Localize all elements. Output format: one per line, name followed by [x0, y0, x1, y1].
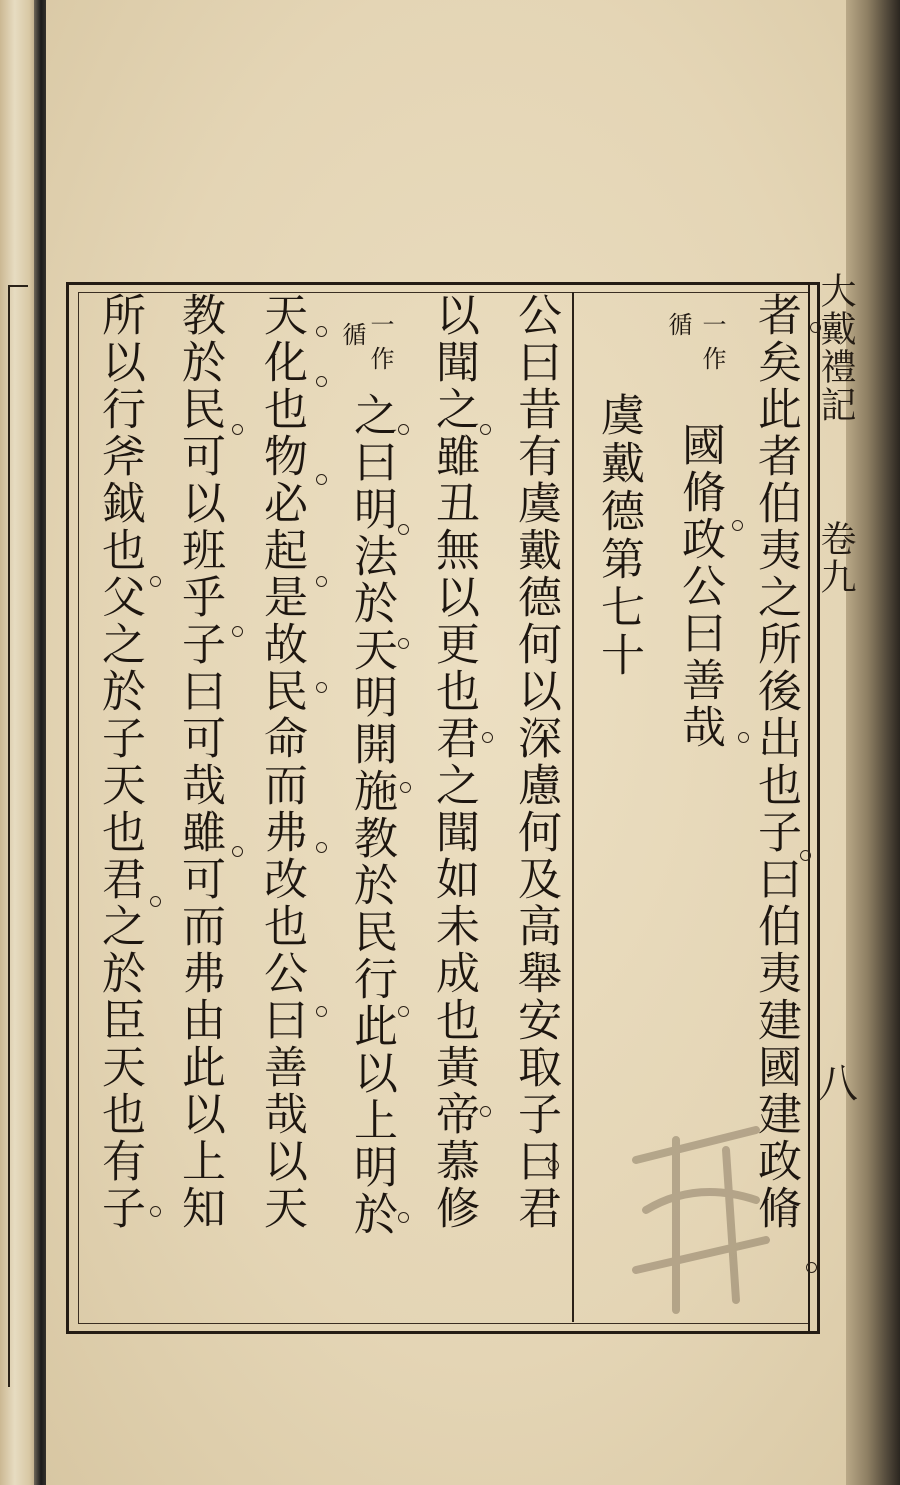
punctuation-mark: [398, 524, 409, 535]
variant-note-top: 一作: [698, 312, 726, 380]
punctuation-mark: [800, 850, 811, 861]
punctuation-mark: [400, 782, 411, 793]
punctuation-mark: [316, 376, 327, 387]
column-text: 國脩政公曰善哉: [674, 422, 725, 751]
punctuation-mark: [398, 1212, 409, 1223]
text-column-5: [338, 292, 418, 1327]
variant-note-bottom: 循: [338, 322, 366, 356]
column-rule: [572, 292, 574, 1322]
column-text: 者矣此者伯夷之所後出也子曰伯夷建國建政脩: [750, 292, 801, 1232]
punctuation-mark: [398, 424, 409, 435]
punctuation-mark: [316, 576, 327, 587]
punctuation-mark: [150, 896, 161, 907]
column-text: 所以行斧鉞也父之於子天也君之於臣天也有子: [94, 292, 145, 1232]
punctuation-mark: [316, 1006, 327, 1017]
punctuation-mark: [232, 424, 243, 435]
text-column-3: [510, 292, 561, 1327]
center-fold-line: [808, 282, 810, 1334]
punctuation-mark: [398, 638, 409, 649]
seal-stamp: [616, 1120, 776, 1320]
punctuation-mark: [398, 1006, 409, 1017]
text-column-7: [174, 292, 225, 1327]
punctuation-mark: [316, 326, 327, 337]
variant-note-bottom: 循: [664, 312, 692, 346]
punctuation-mark: [316, 682, 327, 693]
facing-page-border: [8, 285, 28, 1387]
column-text: 以聞之雖丑無以更也君之聞如未成也黃帝慕修: [428, 292, 479, 1232]
punctuation-mark: [232, 626, 243, 637]
rim-title: 大戴禮記: [815, 272, 856, 424]
text-column-4: [428, 292, 479, 1327]
punctuation-mark: [150, 576, 161, 587]
variant-note-top: 一作: [366, 312, 394, 380]
rim-volume: 卷九: [815, 520, 856, 596]
column-text: 天化也物必起是故民命而弗改也公曰善哉以天: [256, 292, 307, 1232]
punctuation-mark: [738, 732, 749, 743]
punctuation-mark: [316, 474, 327, 485]
page-fore-edge: [846, 0, 900, 1485]
punctuation-mark: [232, 846, 243, 857]
punctuation-mark: [548, 1160, 559, 1171]
punctuation-mark: [810, 322, 821, 333]
column-text: 之曰明法於天明開施教於民行此以上明於: [346, 392, 397, 1238]
punctuation-mark: [316, 842, 327, 853]
text-column-8: [94, 292, 145, 1327]
folio-number: 八: [818, 1061, 858, 1107]
chapter-heading: 虞戴德第七十: [593, 392, 644, 680]
punctuation-mark: [732, 520, 743, 531]
punctuation-mark: [150, 1206, 161, 1217]
punctuation-mark: [480, 1106, 491, 1117]
text-column-6: [256, 292, 307, 1327]
column-text: 公曰昔有虞戴德何以深慮何及高舉安取子曰君: [510, 292, 561, 1232]
punctuation-mark: [806, 1262, 817, 1273]
punctuation-mark: [482, 732, 493, 743]
column-text: 教於民可以班乎子曰可哉雖可而弗由此以上知: [174, 292, 225, 1232]
punctuation-mark: [480, 424, 491, 435]
